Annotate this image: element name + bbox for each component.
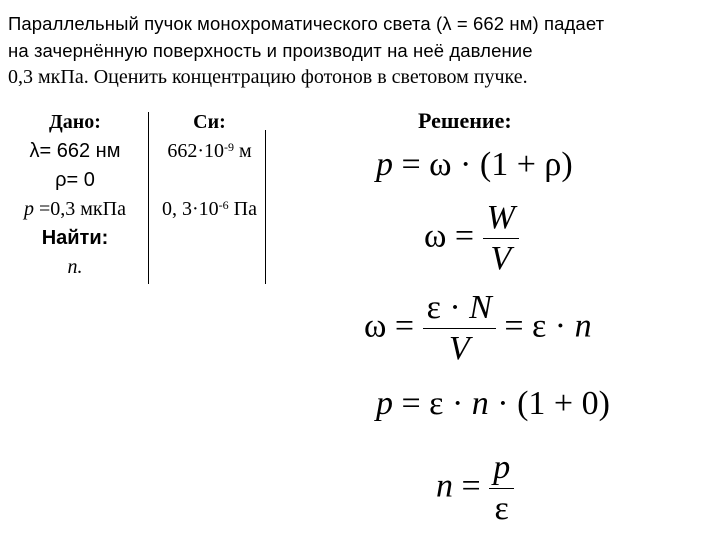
given-column xyxy=(0,108,150,282)
eq1-p: p xyxy=(376,146,393,183)
si-lambda-unit: м xyxy=(234,140,252,162)
eq1-rhs: = ω · (1 + ρ) xyxy=(393,146,573,183)
eq4-mid: = ε · xyxy=(393,385,472,422)
si-lambda-mantissa: 662·10 xyxy=(167,140,224,162)
eq3-fraction xyxy=(423,288,496,369)
eq5-n: n xyxy=(436,467,453,505)
equation-1 xyxy=(376,146,573,184)
problem-line-3: 0,3 мкПа. Оценить концентрацию фотонов в световом пучке. xyxy=(8,66,528,88)
eq3-rhs-n: n xyxy=(574,307,592,345)
si-p-exponent: -6 xyxy=(218,198,229,212)
divider-given xyxy=(148,112,149,284)
find-value: n. xyxy=(67,256,83,278)
eq5-equals: = xyxy=(453,467,490,505)
problem-statement xyxy=(8,10,713,91)
given-header: Дано: xyxy=(49,111,101,133)
eq3-numerator xyxy=(423,288,496,329)
eq3-num-n: N xyxy=(469,289,492,326)
find-header: Найти: xyxy=(41,227,109,249)
eq2-denominator: V xyxy=(490,240,512,277)
si-pressure xyxy=(152,195,267,224)
eq4-p: p xyxy=(376,385,393,422)
eq3-num-eps: ε · xyxy=(426,289,470,326)
equation-2 xyxy=(424,198,519,279)
equation-5 xyxy=(436,448,514,529)
eq2-fraction xyxy=(483,198,519,279)
si-column xyxy=(152,108,267,224)
problem-line-1: Параллельный пучок монохроматического света (λ = 662 нм) падает xyxy=(8,13,605,34)
si-lambda xyxy=(152,137,267,166)
si-header: Си: xyxy=(193,111,226,133)
given-p-symbol: p xyxy=(24,198,34,220)
eq4-n: n xyxy=(471,385,489,422)
eq3-rhs: = ε · xyxy=(495,307,575,345)
eq2-numerator: W xyxy=(483,198,519,239)
eq3-lhs: ω = xyxy=(364,307,423,345)
si-lambda-exponent: -9 xyxy=(224,140,234,154)
solution-header: Решение: xyxy=(418,108,512,133)
si-blank xyxy=(152,166,267,195)
given-rho: ρ= 0 xyxy=(55,169,95,191)
equation-3 xyxy=(364,288,592,369)
eq4-rhs: · (1 + 0) xyxy=(488,385,610,422)
divider-si xyxy=(265,130,266,284)
si-p-unit: Па xyxy=(228,198,257,220)
given-pressure xyxy=(0,195,150,224)
eq5-numerator: p xyxy=(489,448,514,489)
equation-4 xyxy=(376,385,610,423)
si-p-mantissa: 0, 3·10 xyxy=(162,198,219,220)
problem-line-2: на зачернённую поверхность и производит на неё давление xyxy=(8,40,533,61)
eq5-denominator: ε xyxy=(494,490,509,527)
given-p-value: =0,3 мкПа xyxy=(34,198,126,220)
eq5-fraction xyxy=(489,448,514,529)
eq2-lhs: ω = xyxy=(424,217,483,255)
given-lambda: λ= 662 нм xyxy=(29,140,121,162)
eq3-denominator: V xyxy=(448,330,470,367)
